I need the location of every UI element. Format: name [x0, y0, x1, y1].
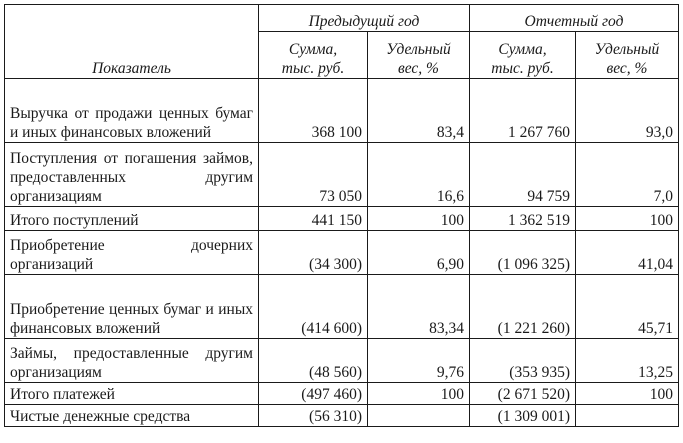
table-row — [5, 383, 679, 405]
prev-sum-cell: (414 600) — [259, 275, 368, 339]
prev-share-cell — [368, 405, 470, 427]
header-prev-sum-line1: Сумма, — [288, 41, 338, 58]
row-label: Выручка от продажи ценных бумаг и иных финансовых вложений — [5, 79, 259, 143]
prev-sum-cell: (48 560) — [259, 339, 368, 383]
cur-share-cell: 45,71 — [576, 275, 679, 339]
cur-sum-cell: (353 935) — [470, 339, 576, 383]
cur-sum-cell: (1 096 325) — [470, 231, 576, 275]
cur-sum-cell: (2 671 520) — [470, 383, 576, 405]
header-cur-sum-line1: Сумма, — [498, 41, 547, 58]
cur-sum-cell: 1 362 519 — [470, 207, 576, 231]
header-cur-share — [576, 32, 679, 79]
table-row — [5, 79, 679, 143]
cur-share-cell: 13,25 — [576, 339, 679, 383]
header-prev-sum-line2: тыс. руб. — [281, 60, 345, 77]
header-prev-share — [368, 32, 470, 79]
header-prev-year: Предыдущий год — [259, 5, 470, 32]
prev-share-cell: 83,4 — [368, 79, 470, 143]
table-row — [5, 405, 679, 427]
prev-share-cell: 100 — [368, 383, 470, 405]
header-row-groups — [5, 5, 679, 32]
prev-share-cell: 100 — [368, 207, 470, 231]
prev-sum-cell: (34 300) — [259, 231, 368, 275]
header-prev-sum — [259, 32, 368, 79]
header-cur-share-line1: Удельный — [594, 41, 660, 58]
header-cur-sum-line2: тыс. руб. — [491, 60, 554, 77]
table-row — [5, 207, 679, 231]
cur-share-cell: 7,0 — [576, 143, 679, 207]
row-label: Чистые денежные средства — [5, 405, 259, 427]
row-label: Итого платежей — [5, 383, 259, 405]
cur-sum-cell: 94 759 — [470, 143, 576, 207]
cur-share-cell: 100 — [576, 383, 679, 405]
cur-share-cell: 93,0 — [576, 79, 679, 143]
table-row — [5, 143, 679, 207]
table-row — [5, 231, 679, 275]
row-label: Итого поступлений — [5, 207, 259, 231]
cur-sum-cell: (1 221 260) — [470, 275, 576, 339]
prev-sum-cell: 73 050 — [259, 143, 368, 207]
header-cur-sum — [470, 32, 576, 79]
prev-share-cell: 16,6 — [368, 143, 470, 207]
cur-sum-cell: (1 309 001) — [470, 405, 576, 427]
header-report-year: Отчетный год — [470, 5, 679, 32]
header-prev-share-line1: Удельный — [386, 41, 451, 58]
row-label: Приобретение дочерних организаций — [5, 231, 259, 275]
prev-share-cell: 83,34 — [368, 275, 470, 339]
table-row — [5, 339, 679, 383]
prev-sum-cell: 441 150 — [259, 207, 368, 231]
prev-share-cell: 6,90 — [368, 231, 470, 275]
row-label: Поступления от погашения займов, предоставленных другим организациям — [5, 143, 259, 207]
cash-flow-table — [4, 4, 679, 427]
row-label: Приобретение ценных бумаг и иных финансовых вложений — [5, 275, 259, 339]
row-label: Займы, предоставленные другим организациям — [5, 339, 259, 383]
prev-share-cell: 9,76 — [368, 339, 470, 383]
cur-share-cell — [576, 405, 679, 427]
header-cur-share-line2: вес, % — [606, 60, 648, 77]
table-row — [5, 275, 679, 339]
cur-share-cell: 41,04 — [576, 231, 679, 275]
prev-sum-cell: (56 310) — [259, 405, 368, 427]
cur-share-cell: 100 — [576, 207, 679, 231]
header-prev-share-line2: вес, % — [398, 60, 439, 77]
prev-sum-cell: 368 100 — [259, 79, 368, 143]
cur-sum-cell: 1 267 760 — [470, 79, 576, 143]
prev-sum-cell: (497 460) — [259, 383, 368, 405]
header-indicator: Показатель — [5, 5, 259, 79]
